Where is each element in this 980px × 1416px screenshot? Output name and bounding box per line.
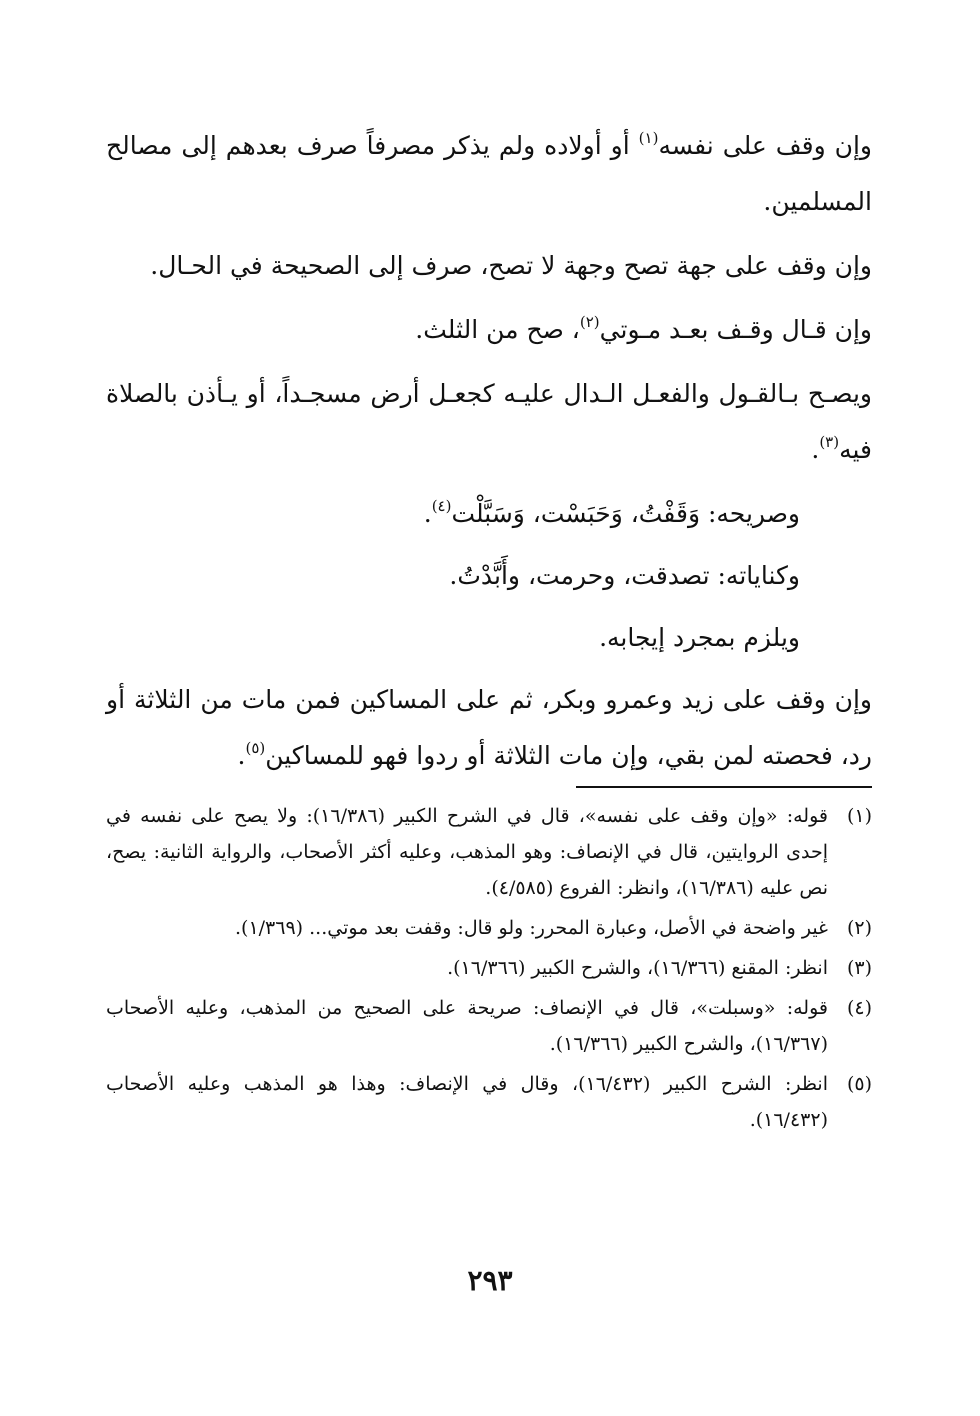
footnote-5 [106, 1066, 872, 1138]
paragraph-1: وإن وقف على نفسه$^{(١)}$ أو أولاده ولم يذكر مصرفاً صرف بعدهم إلى مصالح المسلمين. [106, 129, 873, 216]
paragraph-7: ويلزم بمجرد إيجابه. [599, 623, 800, 652]
footnote-2 [106, 910, 872, 946]
paragraph-3: وإن قـال وقـف بعـد مـوتي$^{(٢)}$، صح من الثلث. [415, 313, 872, 344]
footnote-text: قوله: «وإن وقف على نفسه»، قال في الشرح الكبير (١٦/٣٨٦): ولا يصح على نفسه في إحدى الروايتين، قال في الإنصاف: وهو المذهب، وعليه أكثر الأصحاب، والرواية الثانية: يصح، نص عليه (١٦/٣٨٦)، وانظر: الفروع (٤/٥٨٥). [106, 805, 828, 899]
paragraph-5: وصريحه: وَقَفْتُ، وَحَبَسْت، وَسَبَّلْت$^{(٤)}$. [423, 497, 800, 528]
footnote-number: (٤) [846, 997, 872, 1019]
footnote-ref-3[interactable]: (٣) [819, 433, 840, 451]
footnote-3 [106, 950, 872, 986]
footnote-ref-1[interactable]: (١) [638, 129, 659, 147]
footnote-4 [106, 990, 872, 1062]
paragraph-8: وإن وقف على زيد وعمرو وبكر، ثم على المساكين فمن مات من الثلاثة أو رد، فحصته لمن بقي، وإن مات الثلاثة أو ردوا فهو للمساكين$^{(٥)}$. [106, 685, 872, 770]
footnote-text: انظر: المقنع (١٦/٣٦٦)، والشرح الكبير (١٦/٣٦٦). [447, 957, 828, 979]
footnote-ref-4[interactable]: (٤) [431, 497, 452, 515]
main-text [106, 118, 872, 792]
footnote-number: (١) [846, 805, 872, 827]
footnote-number: (٥) [846, 1073, 872, 1095]
footnote-ref-2[interactable]: (٢) [579, 313, 600, 331]
footnote-number: (٣) [846, 957, 872, 979]
paragraph-2: وإن وقف على جهة تصح وجهة لا تصح، صرف إلى الصحيحة في الحـال. [150, 251, 872, 280]
footnote-separator [576, 786, 872, 788]
paragraph-6: وكناياته: تصدقت، وحرمت، وأَبَّدْتُ. [449, 561, 800, 590]
footnote-ref-5[interactable]: (٥) [245, 739, 266, 757]
page-number: ٢٩٣ [467, 1264, 513, 1297]
footnote-text: غير واضحة في الأصل، وعبارة المحرر: ولو قال: وقفت بعد موتي... (١/٣٦٩). [234, 917, 828, 939]
footnote-text: قوله: «وسبلت»، قال في الإنصاف: صريحة على الصحيح من المذهب، وعليه الأصحاب (١٦/٣٦٧)، والشرح الكبير (١٦/٣٦٦). [106, 997, 828, 1055]
footnote-1 [106, 798, 872, 906]
footnote-text: انظر: الشرح الكبير (١٦/٤٣٢)، وقال في الإنصاف: وهذا هو المذهب وعليه الأصحاب (١٦/٤٣٢). [106, 1073, 828, 1131]
paragraph-4: ويصـح بـالقـول والفعـل الـدال عليـه كجعـل أرض مسجـداً، أو يـأذن بالصلاة فيه$^{(٣)}$. [106, 379, 872, 464]
footnote-number: (٢) [846, 917, 872, 939]
footnotes [106, 798, 872, 1142]
